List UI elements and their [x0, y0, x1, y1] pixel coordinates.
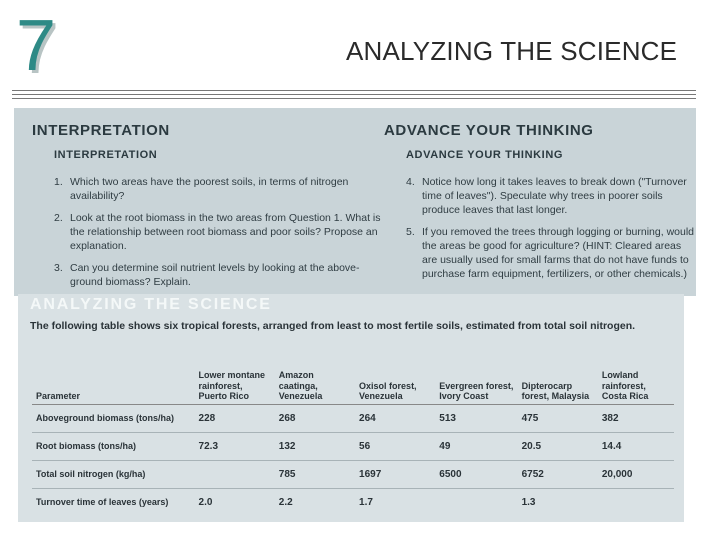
slide-number: 7	[16, 6, 57, 86]
question-number: 4.	[406, 176, 415, 188]
question-text: Notice how long it takes leaves to break down ("Turnover time of leaves"). Speculate why trees in poorer soils produce leaves that last longer.	[422, 176, 687, 216]
table-cell: 6752	[518, 460, 598, 488]
column-header: Dipterocarp forest, Malaysia	[518, 370, 598, 404]
question-text: If you removed the trees through logging or burning, would the areas be good for agriculture? (HINT: Cleared areas are usually used for small farms that do not have funds to purchase farm equipment, fertilizers, or other chemicals.)	[422, 226, 695, 280]
table-cell: 1.7	[359, 496, 373, 508]
question-number: 3.	[54, 262, 63, 274]
row-label: Root biomass (tons/ha)	[32, 432, 195, 460]
slide-title: ANALYZING THE SCIENCE	[346, 36, 678, 66]
table-cell: 382	[598, 404, 674, 432]
question-item	[384, 175, 696, 217]
row-label: Total soil nitrogen (kg/ha)	[32, 460, 195, 488]
table-cell: 72.3	[195, 432, 275, 460]
table-cell: 785	[275, 460, 355, 488]
interpretation-column	[32, 122, 382, 296]
table-cell: 475	[518, 404, 598, 432]
table-cell: 1697	[355, 460, 435, 488]
table-cell	[195, 460, 275, 488]
table-row	[32, 404, 674, 432]
table-cell: 2.2	[278, 496, 293, 508]
table-cell: 1.3	[521, 496, 536, 508]
table-section-heading: ANALYZING THE SCIENCE	[30, 296, 272, 313]
row-label: Aboveground biomass (tons/ha)	[32, 404, 195, 432]
table-cell: 132	[275, 432, 355, 460]
question-text: Can you determine soil nutrient levels by looking at the above-ground biomass? Explain.	[70, 262, 360, 288]
table-row	[32, 460, 674, 488]
column-header: Parameter	[32, 370, 195, 404]
question-item	[32, 211, 382, 253]
table-intro: The following table shows six tropical forests, arranged from least to most fertile soils, estimated from total soil nitrogen.	[30, 320, 636, 332]
table-cell: 264	[355, 404, 435, 432]
table-cell: 20,000	[598, 460, 674, 488]
table-cell	[598, 488, 674, 516]
question-item	[384, 225, 696, 281]
interpretation-subheading: INTERPRETATION	[54, 149, 158, 161]
question-number: 2.	[54, 212, 63, 224]
scanned-questions-panel	[14, 108, 696, 296]
question-item	[32, 261, 382, 289]
table-cell: 6500	[435, 460, 517, 488]
table-cell: 49	[435, 432, 517, 460]
table-cell: 268	[275, 404, 355, 432]
question-text: Which two areas have the poorest soils, in terms of nitrogen availability?	[70, 176, 349, 202]
question-text: Look at the root biomass in the two areas from Question 1. What is the relationship between root biomass and poor soils? Propose an explanation.	[70, 212, 381, 252]
column-header: Evergreen forest, Ivory Coast	[435, 370, 517, 404]
table-cell: 228	[195, 404, 275, 432]
question-number: 5.	[406, 226, 415, 238]
question-item	[32, 175, 382, 203]
advance-heading: ADVANCE YOUR THINKING	[384, 122, 594, 139]
forest-data-table	[32, 370, 674, 516]
table-cell: 56	[355, 432, 435, 460]
interpretation-heading: INTERPRETATION	[32, 122, 170, 139]
table-cell	[435, 488, 517, 516]
column-header: Lower montane rainforest, Puerto Rico	[195, 370, 275, 404]
table-row	[32, 432, 674, 460]
advance-column	[384, 122, 696, 289]
table-cell: 14.4	[598, 432, 674, 460]
scanned-table-panel	[18, 294, 684, 522]
column-header: Amazon caatinga, Venezuela	[275, 370, 355, 404]
row-label: Turnover time of leaves (years)	[36, 497, 169, 507]
table-cell: 20.5	[518, 432, 598, 460]
title-divider	[12, 90, 696, 102]
advance-subheading: ADVANCE YOUR THINKING	[406, 149, 564, 161]
table-cell: 513	[435, 404, 517, 432]
column-header: Lowland rainforest, Costa Rica	[598, 370, 674, 404]
table-cell: 2.0	[198, 496, 213, 508]
table-row	[32, 488, 674, 516]
column-header: Oxisol forest, Venezuela	[355, 370, 435, 404]
table-header-row	[32, 370, 674, 404]
question-number: 1.	[54, 176, 63, 188]
